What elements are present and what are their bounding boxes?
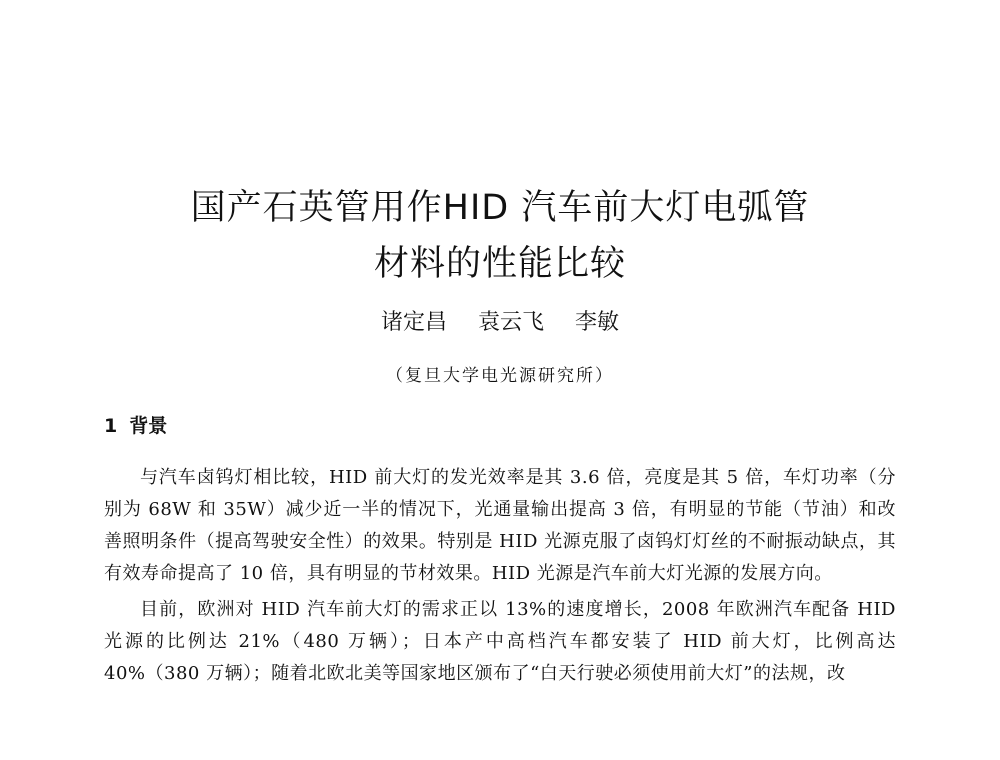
author-affiliation: （复旦大学电光源研究所）	[386, 366, 614, 386]
paper-title-line-2: 材料的性能比较	[373, 244, 626, 284]
body-paragraph: 目前，欧洲对 HID 汽车前大灯的需求正以 13%的速度增长，2008 年欧洲汽车配备 HID 光源的比例达 21%（480 万辆）；日本产中高档汽车都安装了 HID 前大灯，比例高达 40%（380 万辆）；随着北欧北美等国家地区颁布了“白天行驶必须使用前大灯”的法规，改	[104, 599, 896, 684]
section-number: 1	[104, 415, 118, 437]
author-list	[0, 308, 1000, 338]
body-paragraph: 与汽车卤钨灯相比较，HID 前大灯的发光效率是其 3.6 倍，亮度是其 5 倍，车灯功率（分别为 68W 和 35W）减少近一半的情况下，光通量输出提高 3 倍，有明显的节能（节油）和改善照明条件（提高驾驶安全性）的效果。特别是 HID 光源克服了卤钨灯灯丝的不耐振动缺点，其有效寿命提高了 10 倍，具有明显的节材效果。HID 光源是汽车前大灯光源的发展方向。	[104, 467, 896, 584]
paper-title-line-1: 国产石英管用作HID 汽车前大灯电弧管	[190, 188, 810, 228]
author-name: 李敏	[575, 310, 620, 335]
section-heading	[104, 413, 167, 439]
author-name: 诸定昌	[380, 310, 447, 335]
section-title: 背景	[129, 415, 168, 437]
section-body	[104, 462, 896, 690]
author-name: 袁云飞	[477, 310, 544, 335]
